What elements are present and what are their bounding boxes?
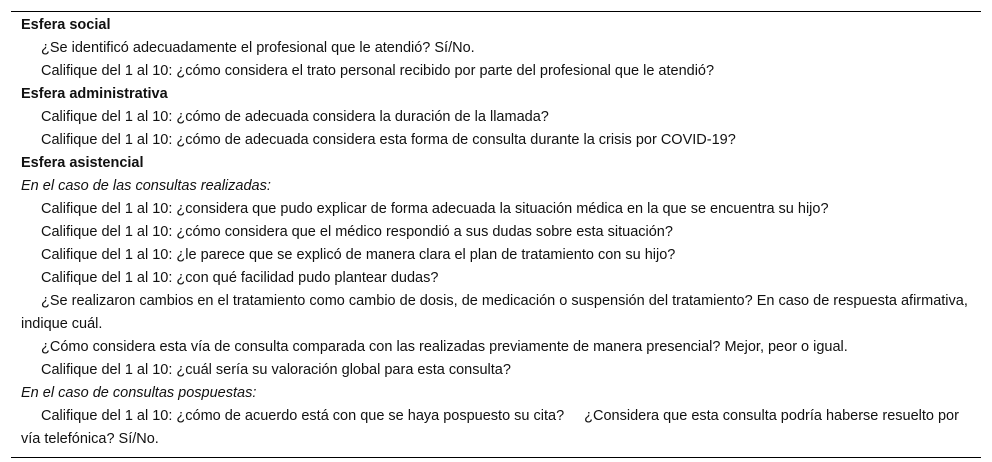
question-item: ¿Considera que esta consulta podría haberse resuelto por vía telefónica? Sí/No. — [21, 408, 959, 447]
question-item: ¿Se identificó adecuadamente el profesional que le atendió? Sí/No. — [41, 40, 475, 56]
section-title-social: Esfera social — [21, 17, 111, 33]
question-item: Califique del 1 al 10: ¿cuál sería su valoración global para esta consulta? — [41, 362, 511, 378]
question-item: ¿Cómo considera esta vía de consulta comparada con las realizadas previamente de manera presencial? Mejor, peor o igual. — [41, 339, 848, 355]
section-title-administrative: Esfera administrativa — [21, 86, 168, 102]
question-item: Califique del 1 al 10: ¿con qué facilidad pudo plantear dudas? — [41, 270, 439, 286]
question-item: Califique del 1 al 10: ¿cómo considera que el médico respondió a sus dudas sobre esta situación? — [41, 224, 673, 240]
question-item: Califique del 1 al 10: ¿cómo considera el trato personal recibido por parte del profesional que le atendió? — [41, 63, 715, 79]
section-title-healthcare: Esfera asistencial — [21, 155, 144, 171]
question-item: ¿Se realizaron cambios en el tratamiento como cambio de dosis, de medicación o suspensión del tratamiento? En caso de respuesta afirmativa, indique cuál. — [21, 293, 968, 332]
question-item-combined — [11, 405, 981, 451]
question-item: Califique del 1 al 10: ¿cómo de acuerdo está con que se haya pospuesto su cita? — [41, 408, 565, 424]
question-item: Califique del 1 al 10: ¿considera que pudo explicar de forma adecuada la situación médica en la que se encuentra su hijo? — [41, 201, 829, 217]
subsection-title-postponed: En el caso de consultas pospuestas: — [21, 385, 257, 401]
subsection-title-performed: En el caso de las consultas realizadas: — [21, 178, 271, 194]
question-item: Califique del 1 al 10: ¿cómo de adecuada considera la duración de la llamada? — [41, 109, 549, 125]
question-item: Califique del 1 al 10: ¿le parece que se explicó de manera clara el plan de tratamiento con su hijo? — [41, 247, 676, 263]
survey-table — [11, 11, 981, 458]
question-item: Califique del 1 al 10: ¿cómo de adecuada considera esta forma de consulta durante la crisis por COVID-19? — [41, 132, 736, 148]
